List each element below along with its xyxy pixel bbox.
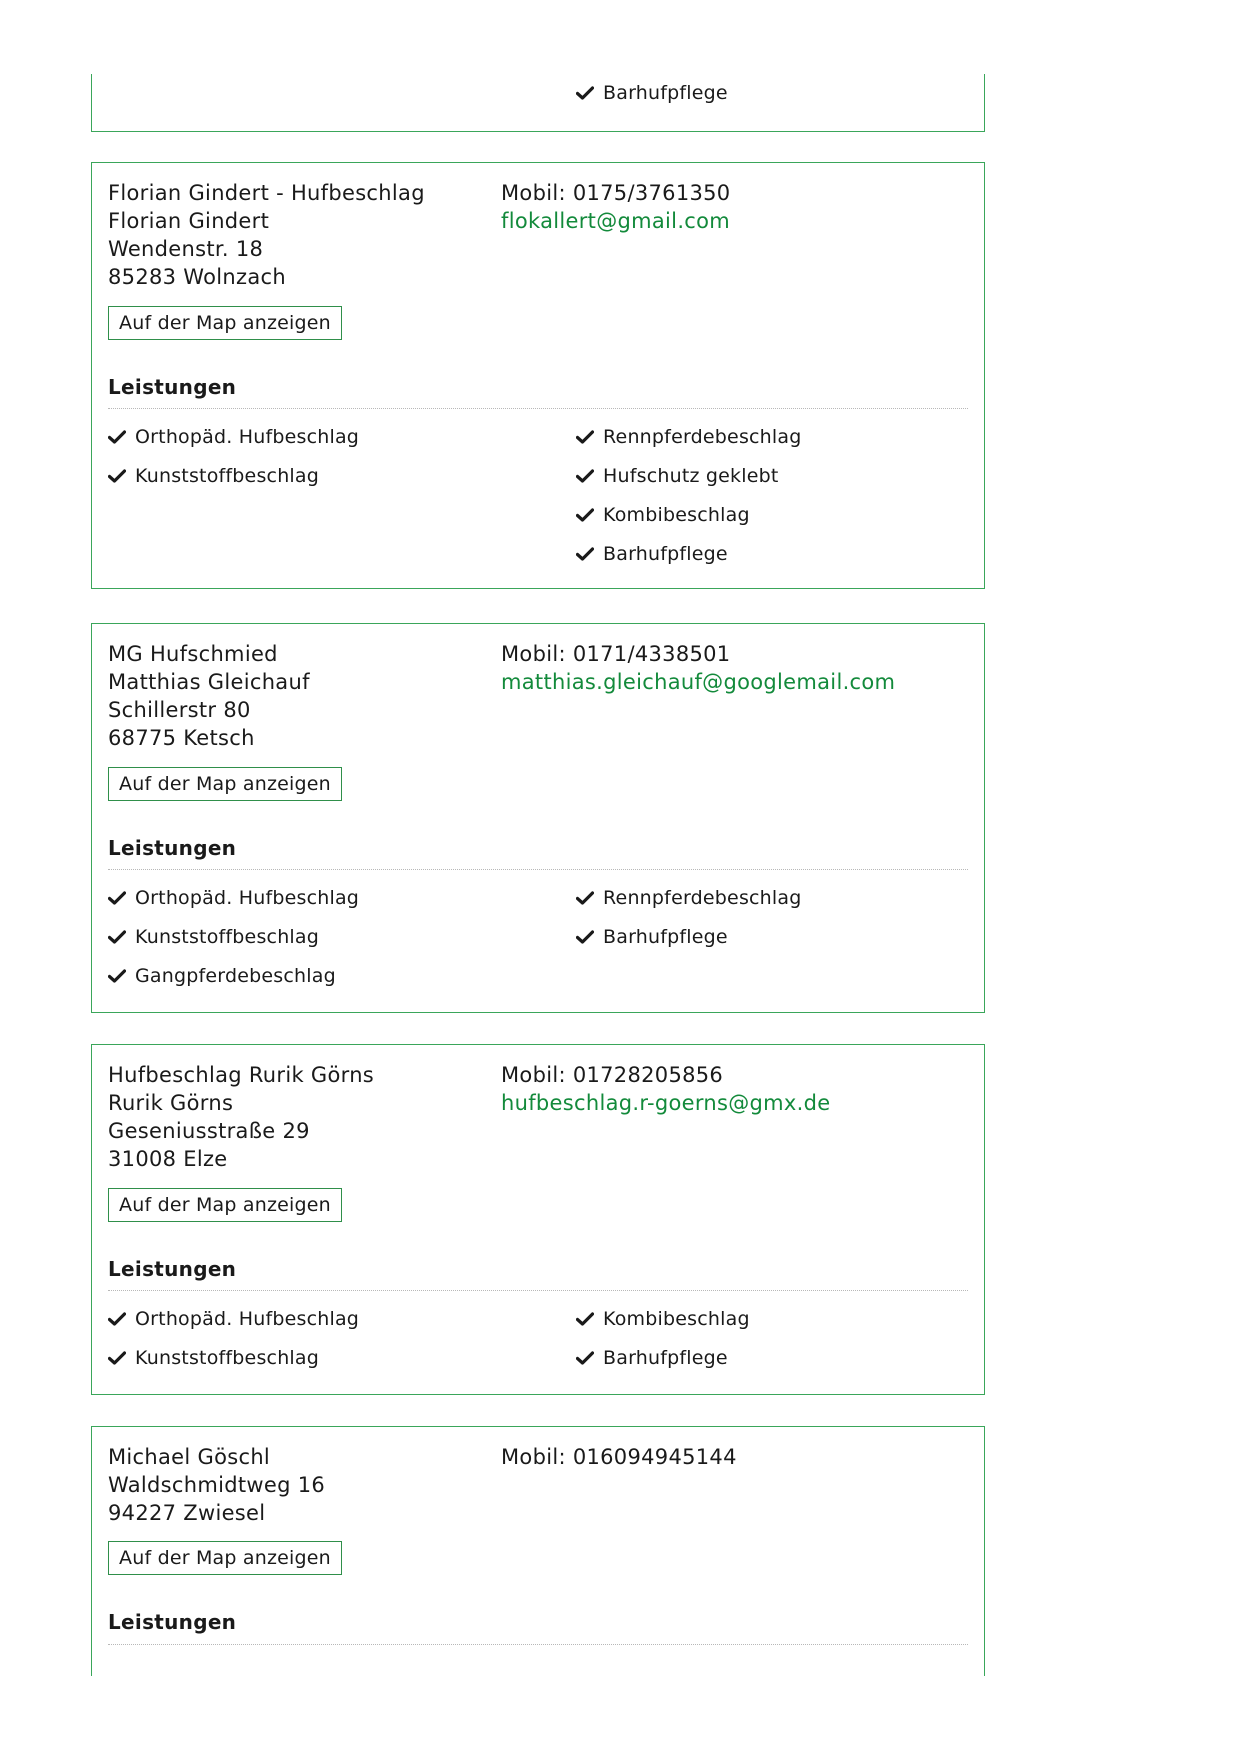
divider	[108, 408, 968, 409]
company-name: Hufbeschlag Rurik Görns	[108, 1063, 375, 1087]
check-icon	[576, 930, 594, 944]
mobile-number: Mobil: 01728205856	[501, 1063, 724, 1087]
service-item	[108, 464, 319, 488]
email-link[interactable]: flokallert@gmail.com	[501, 209, 731, 233]
service-label: Barhufpflege	[603, 926, 728, 948]
check-icon	[108, 969, 126, 983]
check-icon	[576, 508, 594, 522]
mobile-number: Mobil: 0171/4338501	[501, 642, 731, 666]
service-item	[576, 886, 802, 910]
check-icon	[576, 891, 594, 905]
service-label: Rennpferdebeschlag	[603, 887, 802, 909]
street-address: Waldschmidtweg 16	[108, 1473, 326, 1497]
divider	[108, 869, 968, 870]
company-name: Michael Göschl	[108, 1445, 271, 1469]
email-link[interactable]: hufbeschlag.r-goerns@gmx.de	[501, 1091, 831, 1115]
service-item	[576, 425, 802, 449]
service-label: Rennpferdebeschlag	[603, 426, 802, 448]
check-icon	[576, 430, 594, 444]
service-label: Orthopäd. Hufbeschlag	[135, 887, 360, 909]
service-item	[108, 886, 359, 910]
street-address: Geseniusstraße 29	[108, 1119, 310, 1143]
listing-card	[91, 1426, 985, 1676]
check-icon	[108, 1351, 126, 1365]
check-icon	[108, 1312, 126, 1326]
service-label: Barhufpflege	[603, 82, 728, 104]
check-icon	[108, 891, 126, 905]
divider	[108, 1644, 968, 1645]
city-address: 31008 Elze	[108, 1147, 228, 1171]
service-label: Kombibeschlag	[603, 504, 750, 526]
service-label: Barhufpflege	[603, 1347, 728, 1369]
service-label: Gangpferdebeschlag	[135, 965, 336, 987]
show-on-map-button[interactable]: Auf der Map anzeigen	[108, 1188, 342, 1222]
mobile-number: Mobil: 016094945144	[501, 1445, 737, 1469]
service-item	[108, 1307, 359, 1331]
company-name: Florian Gindert - Hufbeschlag	[108, 181, 425, 205]
email-link[interactable]: matthias.gleichauf@googlemail.com	[501, 670, 896, 694]
city-address: 68775 Ketsch	[108, 726, 255, 750]
services-heading: Leistungen	[108, 375, 237, 399]
services-heading: Leistungen	[108, 836, 237, 860]
services-heading: Leistungen	[108, 1610, 237, 1634]
contact-name: Florian Gindert	[108, 209, 270, 233]
service-item	[576, 925, 728, 949]
service-item	[108, 1346, 319, 1370]
show-on-map-button[interactable]: Auf der Map anzeigen	[108, 767, 342, 801]
mobile-number: Mobil: 0175/3761350	[501, 181, 731, 205]
check-icon	[576, 86, 594, 100]
check-icon	[108, 469, 126, 483]
check-icon	[108, 930, 126, 944]
street-address: Schillerstr 80	[108, 698, 251, 722]
divider	[108, 1290, 968, 1291]
services-heading: Leistungen	[108, 1257, 237, 1281]
service-label: Kunststoffbeschlag	[135, 465, 320, 487]
service-item	[108, 925, 319, 949]
service-item	[576, 1346, 728, 1370]
service-item	[576, 1307, 750, 1331]
check-icon	[576, 547, 594, 561]
contact-name: Matthias Gleichauf	[108, 670, 310, 694]
service-item	[576, 503, 750, 527]
service-label: Barhufpflege	[603, 543, 728, 565]
check-icon	[576, 469, 594, 483]
listing-card	[91, 1044, 985, 1395]
service-label: Orthopäd. Hufbeschlag	[135, 1308, 360, 1330]
listing-card	[91, 623, 985, 1013]
service-item	[108, 425, 359, 449]
service-label: Orthopäd. Hufbeschlag	[135, 426, 360, 448]
city-address: 94227 Zwiesel	[108, 1501, 266, 1525]
show-on-map-button[interactable]: Auf der Map anzeigen	[108, 1541, 342, 1575]
service-label: Kombibeschlag	[603, 1308, 750, 1330]
listing-card-previous	[91, 74, 985, 132]
service-item	[576, 81, 728, 105]
service-label: Kunststoffbeschlag	[135, 926, 320, 948]
service-item	[576, 542, 728, 566]
check-icon	[576, 1351, 594, 1365]
city-address: 85283 Wolnzach	[108, 265, 286, 289]
service-item	[576, 464, 779, 488]
service-label: Kunststoffbeschlag	[135, 1347, 320, 1369]
contact-name: Rurik Görns	[108, 1091, 234, 1115]
service-label: Hufschutz geklebt	[603, 465, 779, 487]
service-item	[108, 964, 336, 988]
company-name: MG Hufschmied	[108, 642, 278, 666]
street-address: Wendenstr. 18	[108, 237, 264, 261]
check-icon	[108, 430, 126, 444]
listing-card	[91, 162, 985, 589]
check-icon	[576, 1312, 594, 1326]
show-on-map-button[interactable]: Auf der Map anzeigen	[108, 306, 342, 340]
